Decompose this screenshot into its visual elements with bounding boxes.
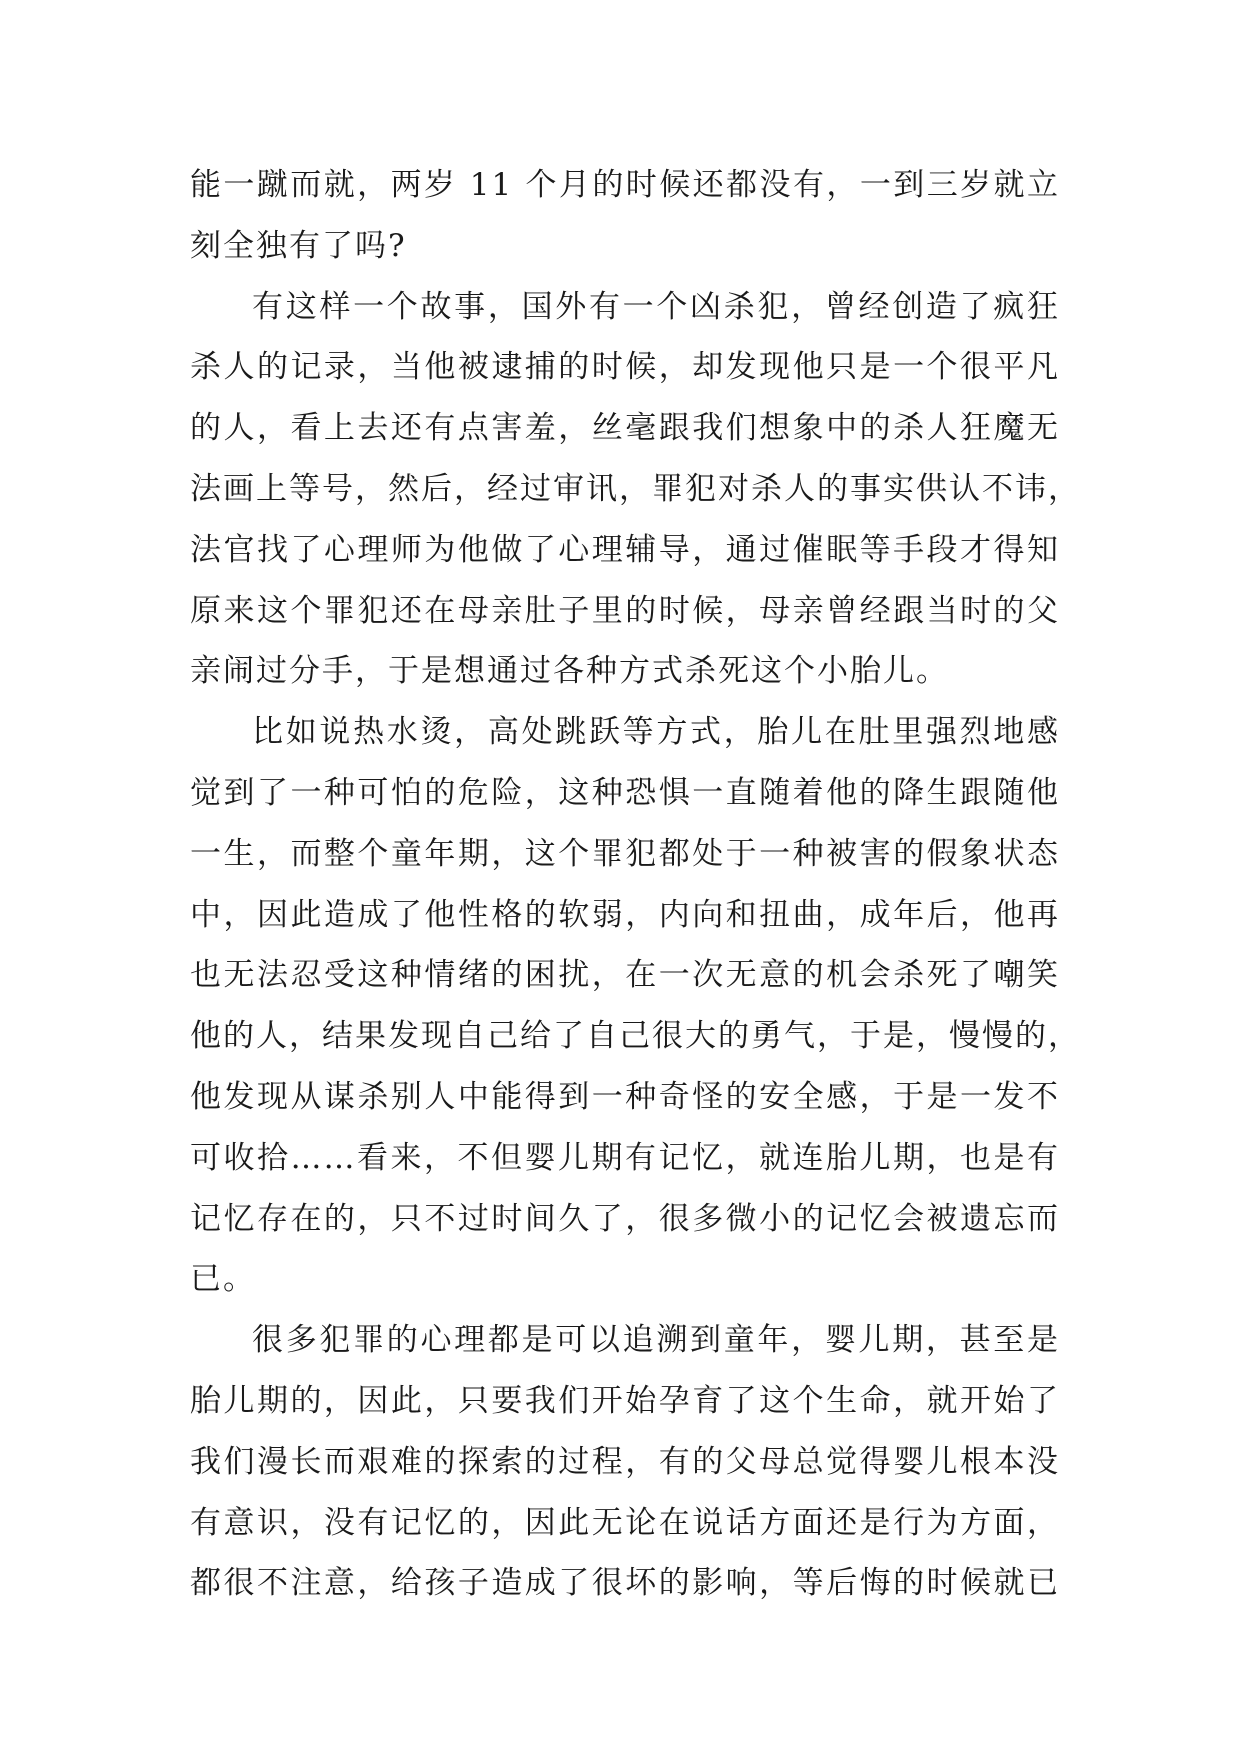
text-line: 一生，而整个童年期，这个罪犯都处于一种被害的假象状态 xyxy=(190,835,1060,872)
text-line: 他的人，结果发现自己给了自己很大的勇气，于是，慢慢的， xyxy=(190,1018,1081,1055)
text-line: 有意识，没有记忆的，因此无论在说话方面还是行为方面， xyxy=(190,1504,1060,1541)
text-line: 胎儿期的，因此，只要我们开始孕育了这个生命，就开始了 xyxy=(190,1382,1060,1419)
paragraph-first-line: 有这样一个故事，国外有一个凶杀犯，曾经创造了疯狂 xyxy=(252,288,1060,325)
text-line: 记忆存在的，只不过时间久了，很多微小的记忆会被遗忘而 xyxy=(190,1200,1060,1237)
text-line: 中，因此造成了他性格的软弱，内向和扭曲，成年后，他再 xyxy=(190,896,1060,933)
text-line: 他发现从谋杀别人中能得到一种奇怪的安全感，于是一发不 xyxy=(190,1078,1060,1115)
text-line: 已。 xyxy=(190,1261,256,1298)
text-line: 的人，看上去还有点害羞，丝毫跟我们想象中的杀人狂魔无 xyxy=(190,410,1060,447)
body-text xyxy=(190,155,1081,1614)
text-line: 法画上等号，然后，经过审讯，罪犯对杀人的事实供认不讳， xyxy=(190,470,1081,507)
text-line: 我们漫长而艰难的探索的过程，有的父母总觉得婴儿根本没 xyxy=(190,1443,1060,1480)
text-line: 法官找了心理师为他做了心理辅导，通过催眠等手段才得知 xyxy=(190,531,1060,568)
paragraph-first-line: 很多犯罪的心理都是可以追溯到童年，婴儿期，甚至是 xyxy=(252,1322,1060,1359)
text-line: 原来这个罪犯还在母亲肚子里的时候，母亲曾经跟当时的父 xyxy=(190,592,1060,629)
text-line: 也无法忍受这种情绪的困扰，在一次无意的机会杀死了嘲笑 xyxy=(190,957,1060,994)
text-line: 刻全独有了吗? xyxy=(190,227,407,264)
text-line: 能一蹴而就，两岁 11 个月的时候还都没有，一到三岁就立 xyxy=(190,167,1060,203)
text-line: 都很不注意，给孩子造成了很坏的影响，等后悔的时候就已 xyxy=(190,1565,1060,1602)
text-line: 亲闹过分手，于是想通过各种方式杀死这个小胎儿。 xyxy=(190,653,949,690)
text-line: 觉到了一种可怕的危险，这种恐惧一直随着他的降生跟随他 xyxy=(190,774,1060,811)
text-line: 杀人的记录，当他被逮捕的时候，却发现他只是一个很平凡 xyxy=(190,349,1060,386)
text-line: 可收拾……看来，不但婴儿期有记忆，就连胎儿期，也是有 xyxy=(190,1139,1060,1176)
paragraph-first-line: 比如说热水烫，高处跳跃等方式，胎儿在肚里强烈地感 xyxy=(252,714,1060,751)
